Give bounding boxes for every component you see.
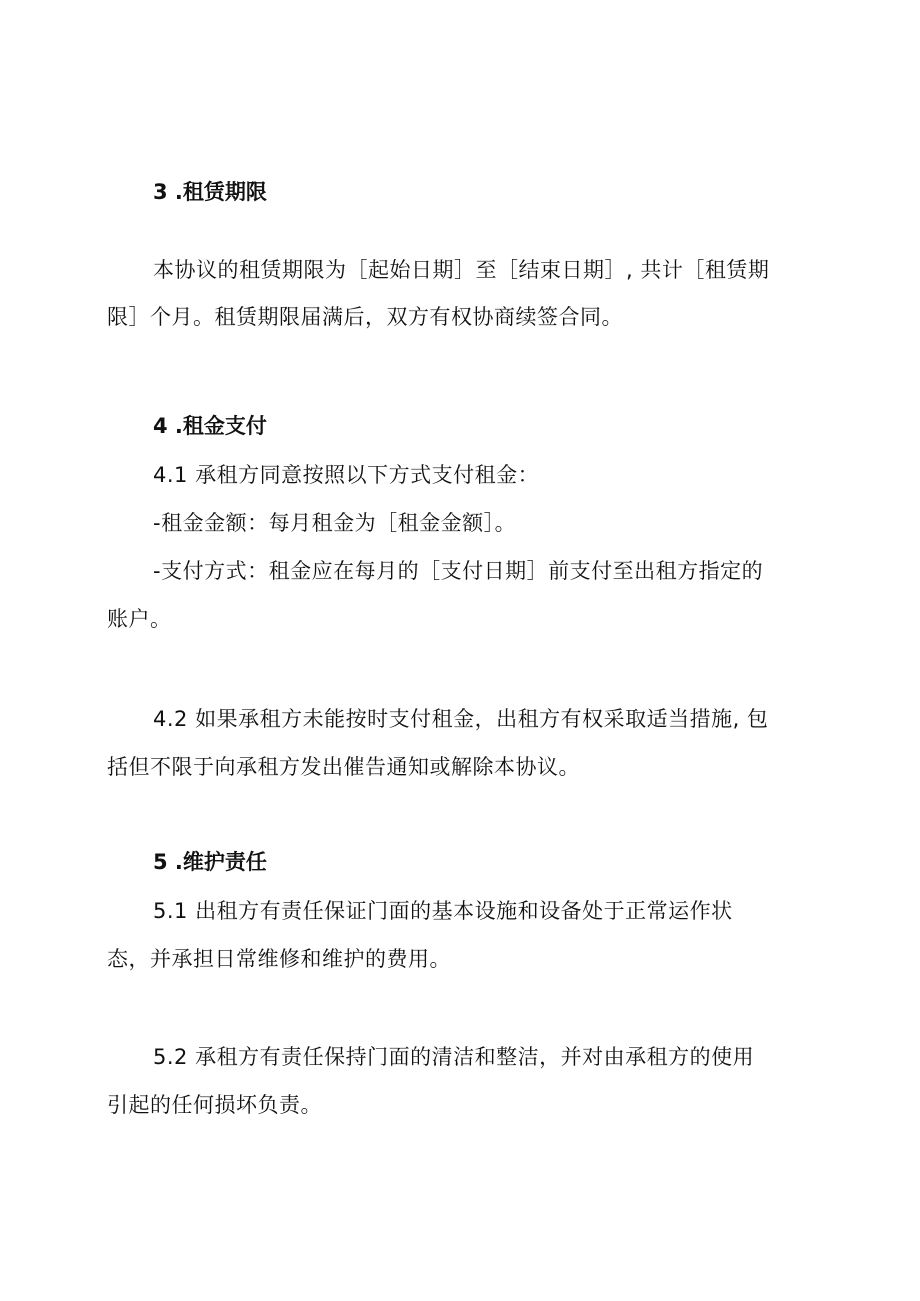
section-5-para-2-line-1: 5.2 承租方有责任保持门面的清洁和整洁，并对由承租方的使用 [153, 1045, 755, 1069]
section-4-para-4-line-1: 4.2 如果承租方未能按时支付租金，出租方有权采取适当措施, 包 [153, 707, 769, 731]
section-3-para-1-line-1: 本协议的租赁期限为［起始日期］至［结束日期］, 共计［租赁期 [153, 258, 770, 282]
section-4-para-3-line-2: 账户。 [107, 607, 172, 631]
section-4-heading: 4 .租金支付 [153, 414, 267, 438]
section-5-para-1-line-2: 态，并承担日常维修和维护的费用。 [107, 947, 451, 971]
section-3-heading: 3 .租赁期限 [153, 180, 267, 204]
section-4-para-2-line-1: -租金金额：每月租金为［租金金额］。 [153, 511, 517, 535]
section-5-heading: 5 .维护责任 [153, 850, 267, 874]
section-4-para-3-line-1: -支付方式：租金应在每月的［支付日期］前支付至出租方指定的 [153, 559, 764, 583]
section-4-para-4-line-2: 括但不限于向承租方发出催告通知或解除本协议。 [107, 755, 580, 779]
section-4-para-1-line-1: 4.1 承租方同意按照以下方式支付租金： [153, 463, 540, 487]
section-5-para-1-line-1: 5.1 出租方有责任保证门面的基本设施和设备处于正常运作状 [153, 899, 733, 923]
section-5-para-2-line-2: 引起的任何损坏负责。 [107, 1093, 322, 1117]
section-3-para-1-line-2: 限］个月。租赁期限届满后，双方有权协商续签合同。 [107, 305, 623, 329]
